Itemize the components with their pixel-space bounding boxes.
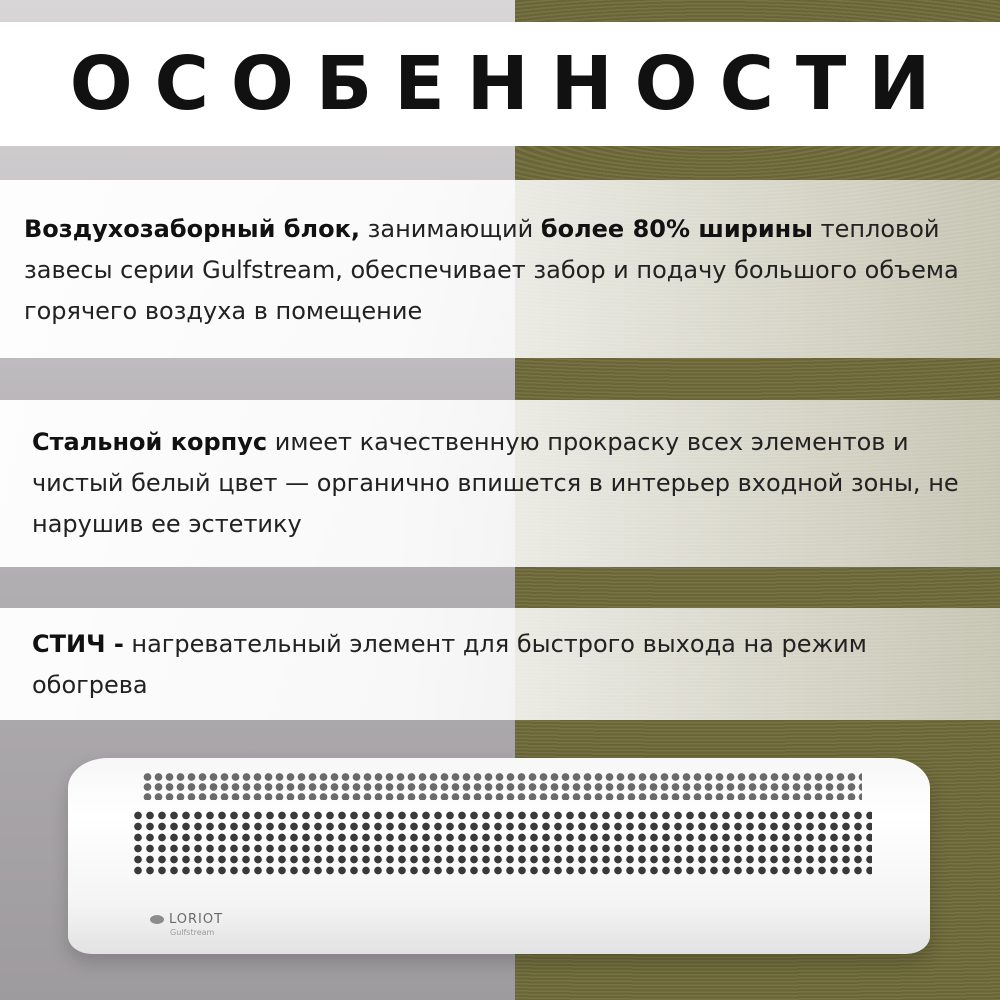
series-name: Gulfstream bbox=[170, 928, 215, 937]
feature-1-bold-1: Воздухозаборный блок, bbox=[24, 215, 360, 243]
feature-2-bold: Стальной корпус bbox=[32, 428, 268, 456]
title-band bbox=[0, 22, 1000, 146]
feature-3-bold: СТИЧ - bbox=[32, 630, 124, 658]
logo-mark-icon bbox=[150, 915, 164, 924]
feature-1-bold-2: более 80% ширины bbox=[540, 215, 813, 243]
page-title: ОСОБЕННОСТИ bbox=[69, 41, 953, 127]
feature-card-steel-body bbox=[0, 400, 1000, 567]
feature-card-air-intake bbox=[0, 180, 1000, 358]
main-vent-grille bbox=[132, 810, 872, 876]
air-curtain-product-image bbox=[60, 752, 940, 962]
brand-logo bbox=[150, 912, 223, 927]
brand-name: LORIOT bbox=[169, 912, 224, 927]
top-vent-grille bbox=[142, 772, 862, 800]
feature-1-text-2: тепловой завесы серии Gulfstream, обеспечивает забор и подачу большого объема горячего воздуха в помещение bbox=[24, 215, 959, 325]
feature-1-text-1: занимающий bbox=[359, 215, 541, 243]
feature-card-heating-element bbox=[0, 608, 1000, 720]
feature-2-text: имеет качественную прокраску всех элементов и чистый белый цвет — органично впишется в интерьер входной зоны, не нарушив ее эстетику bbox=[32, 428, 959, 538]
feature-3-text: нагревательный элемент для быстрого выхода на режим обогрева bbox=[32, 630, 867, 699]
